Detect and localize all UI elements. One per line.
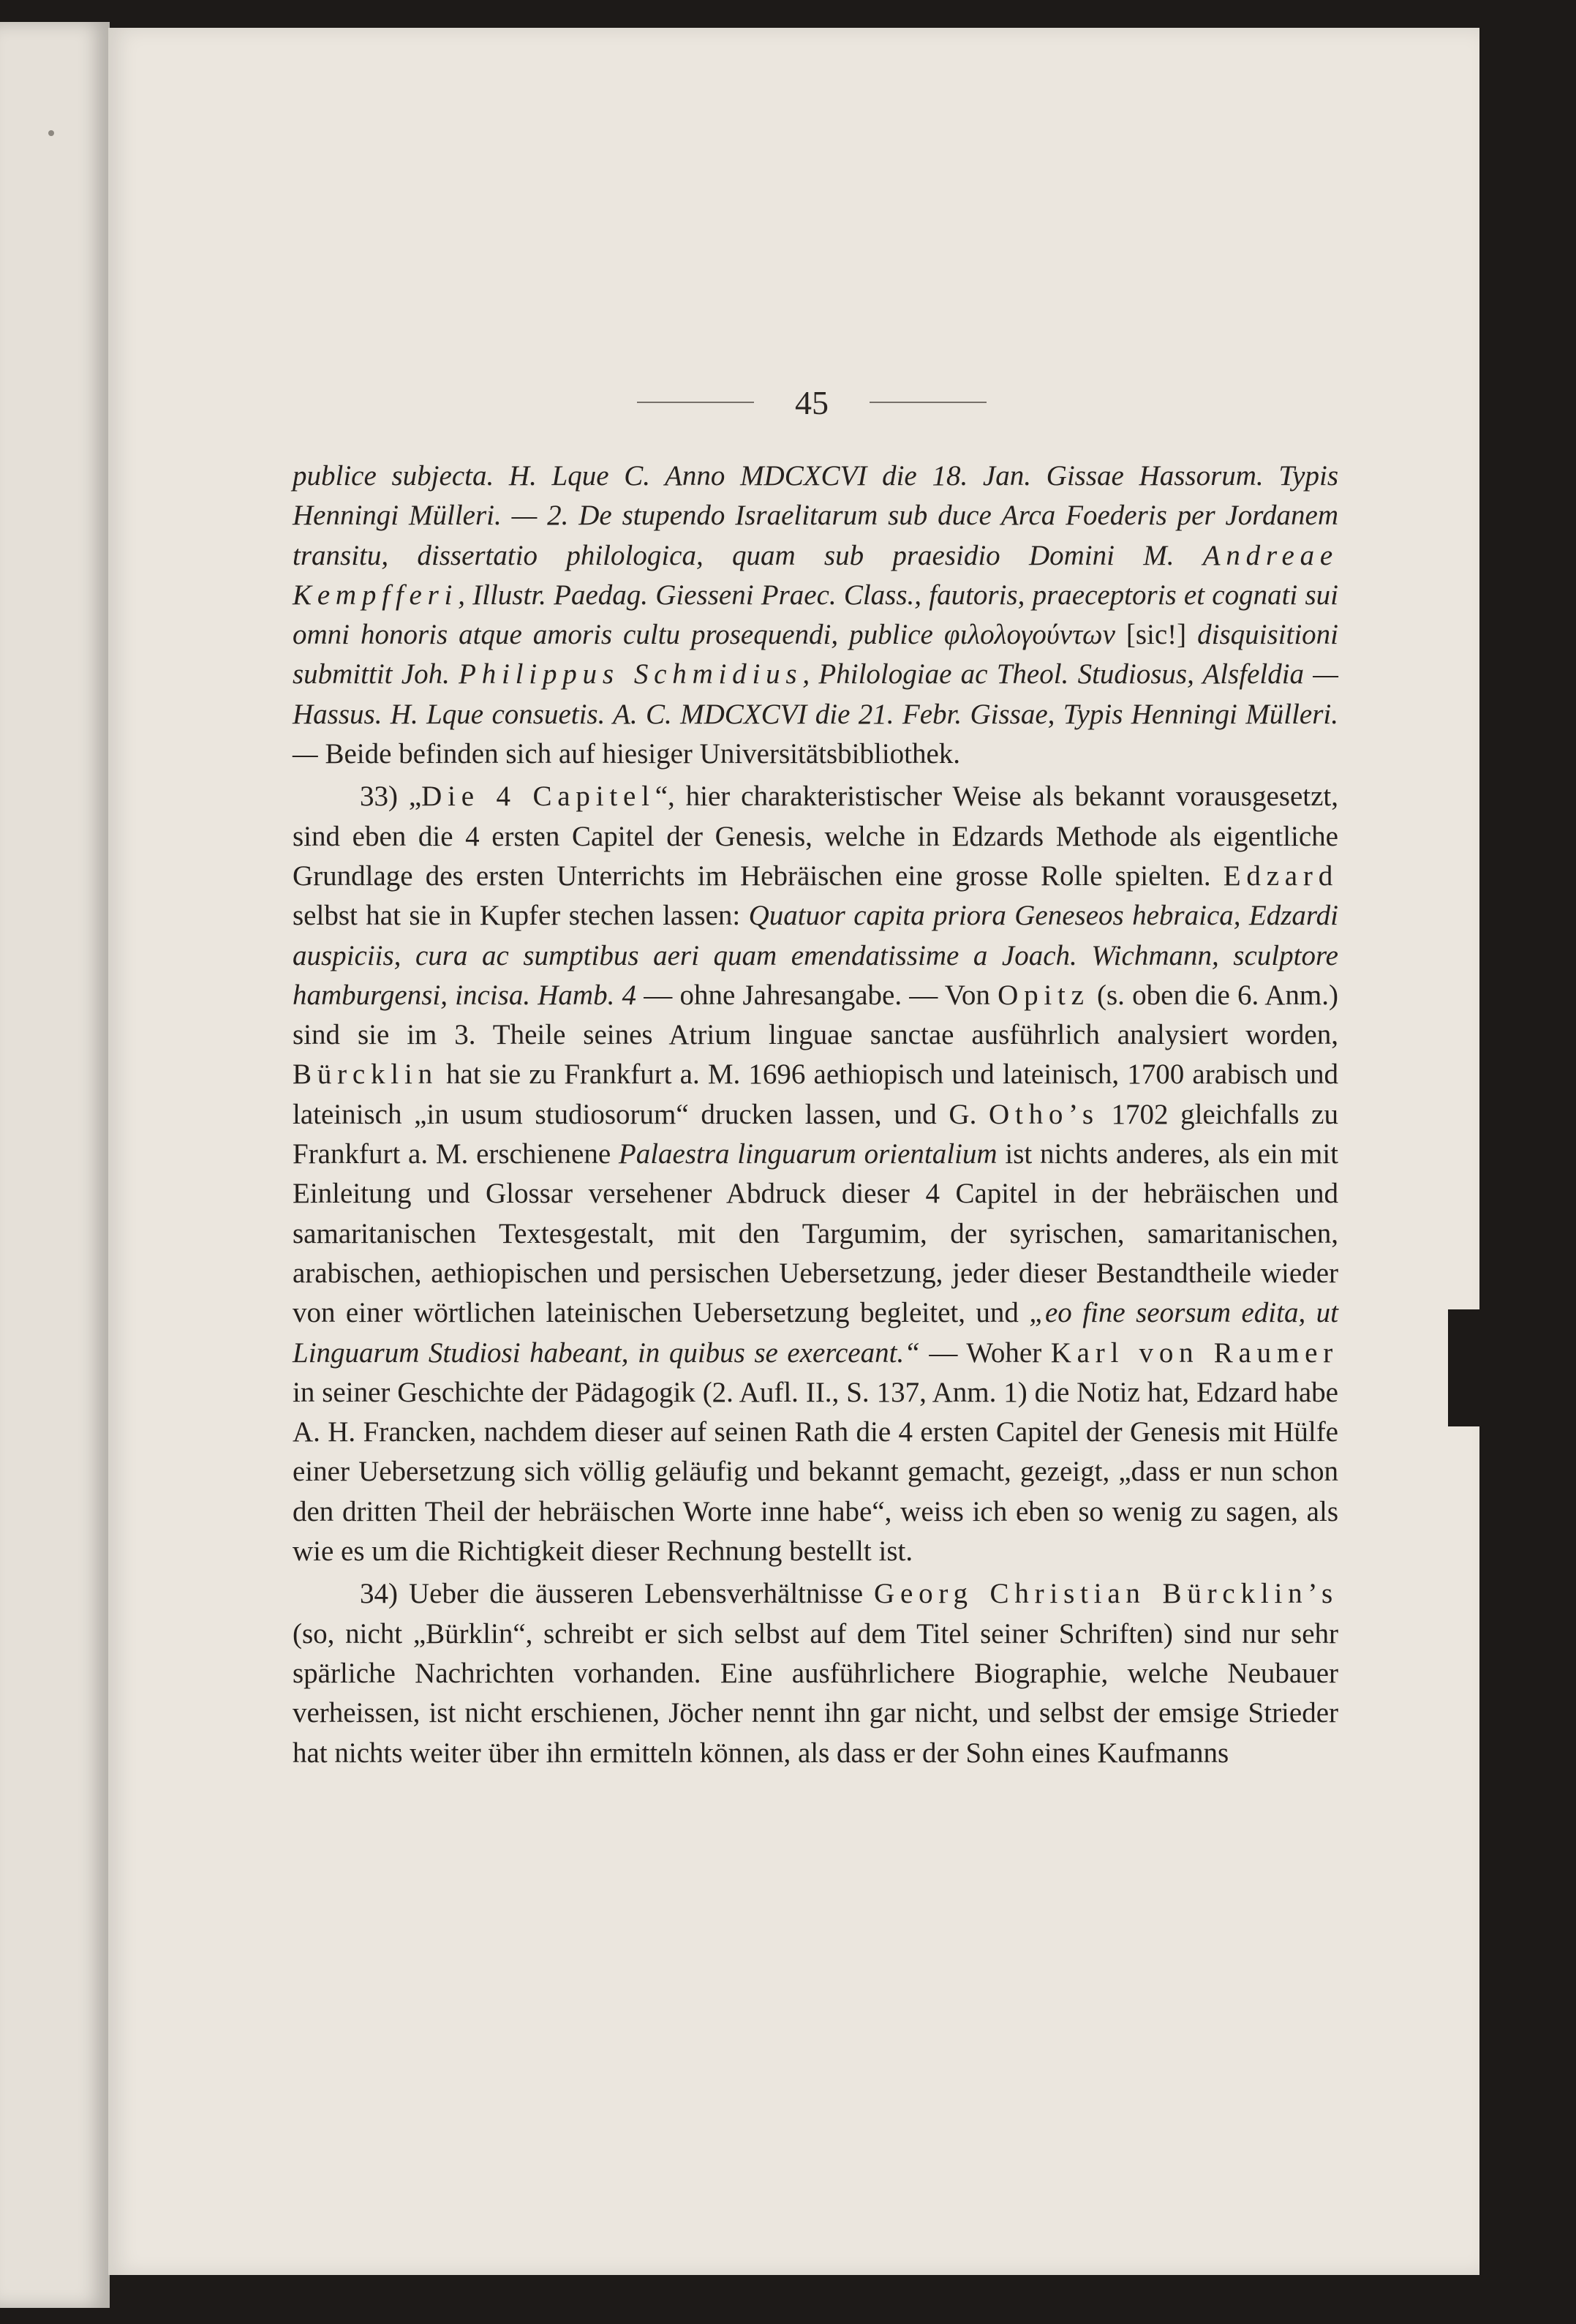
text-segment: Palaestra linguarum orientalium [618, 1138, 998, 1170]
text-segment: in seiner Geschichte der Pädagogik (2. Aufl. II., S. 137, Anm. 1) die Notiz hat, Edzard habe A. H. Francken, nachdem dieser auf seinen Rath die 4 ersten Capitel der Genesis mit Hülfe einer Uebersetzung sich völlig geläufig und bekannt gemacht, gezeigt, „dass er nun schon den dritten Theil der hebräischen Worte inne habe“, weiss ich eben so wenig zu sagen, als wie es um die Richtigkeit dieser Rechnung bestellt ist. [293, 1376, 1338, 1568]
text-segment: Bürcklin [293, 1058, 438, 1091]
page-header [629, 380, 995, 424]
text-segment: Otho’s [988, 1098, 1099, 1130]
text-segment: [sic!] [1115, 619, 1198, 651]
header-rule-left [637, 402, 754, 403]
text-segment: (so, nicht „Bürklin“, schreibt er sich selbst auf dem Titel seiner Schriften) sind nur sehr spärliche Nachrichten vorhanden. Eine ausführlichere Biographie, welche Neubauer verheissen, ist nicht erschienen, Jöcher nennt ihn gar nicht, und selbst der emsige Strieder hat nichts weiter über ihn ermitteln können, als dass er der Sohn eines Kaufmanns [293, 1617, 1338, 1769]
paper-speck [48, 130, 54, 136]
text-segment: selbst hat sie in Kupfer stechen lassen: [293, 900, 749, 932]
page-number: 45 [795, 383, 829, 421]
text-segment: “, hier charakteristischer Weise als bekannt vorausgesetzt, sind eben die 4 ersten Capitel der Genesis, welche in Edzards Methode als eigentliche Grundlage des ersten Unterrichts im Hebräischen eine grosse Rolle spielten. [293, 781, 1338, 892]
paragraph-note-32-continued [293, 456, 1338, 774]
text-segment: Georg Christian Bürcklin’s [874, 1578, 1339, 1610]
text-segment: , Illustr. Paedag. Giesseni Praec. Class., fautoris, praeceptoris et cognati sui omni honoris atque amoris cultu prosequendi, publice [293, 579, 1338, 651]
paragraph-note-33 [293, 777, 1338, 1571]
text-segment: Quatuor capita priora Geneseos hebraica, Edzardi auspiciis, cura ac sumptibus aeri quam emendatissime a Joach. Wichmann, sculptore hamburgensi, incisa. Hamb. 4 [293, 900, 1338, 1011]
text-segment: ist nichts anderes, als ein mit Einleitung und Glossar versehener Abdruck dieser 4 Capitel in der hebräischen und samaritanischen Textesgestalt, mit den Targumim, der syrischen, samaritanischen, arabischen, aethiopischen und persischen Uebersetzung, jeder dieser Bestandtheile wieder von einer wörtlichen lateinischen Uebersetzung begleitet, und [293, 1138, 1338, 1329]
text-segment: Karl von Raumer [1050, 1336, 1338, 1369]
text-segment: „eo fine seorsum edita, ut Linguarum Studiosi habeant, in quibus se exerceant.“ [293, 1297, 1338, 1369]
text-segment: Opitz [998, 979, 1090, 1011]
text-segment: publice subjecta. H. Lque C. Anno MDCXCVI die 18. Jan. Gissae Hassorum. Typis Henningi Mülleri. — 2. De stupendo Israelitarum sub duce Arca Foederis per Jordanem transitu, dissertatio philologica, quam sub praesidio Domini M. [293, 460, 1338, 571]
text-segment: , Philologiae ac Theol. Studiosus, Alsfeldia — Hassus. H. Lque consuetis. A. C. MDCXCVI die 21. Febr. Gissae, Typis Henningi Mülleri. — [293, 658, 1338, 770]
text-segment: Edzard [1223, 860, 1338, 892]
text-segment: 34) Ueber die äusseren Lebensverhältnisse [360, 1578, 874, 1610]
text-segment: disquisitioni submittit Joh. [293, 619, 1338, 691]
text-segment: Beide befinden sich auf hiesiger Universitätsbibliothek. [325, 738, 961, 770]
header-rule-right [870, 402, 987, 403]
text-segment: 1702 gleichfalls zu Frankfurt a. M. erschienene [293, 1098, 1338, 1170]
text-segment: 33) „ [360, 781, 422, 813]
paragraph-note-34 [293, 1574, 1338, 1772]
text-segment: — Woher [919, 1336, 1051, 1369]
text-segment: hat sie zu Frankfurt a. M. 1696 aethiopisch und lateinisch, 1700 arabisch und lateinisch „in usum studiosorum“ drucken lassen, und G. [293, 1058, 1338, 1130]
text-segment: (s. oben die 6. Anm.) sind sie im 3. Theile seines Atrium linguae sanctae ausführlich analysiert worden, [293, 979, 1338, 1051]
text-segment: φιλολογούντων [943, 619, 1115, 651]
facing-page-edge [0, 22, 110, 2308]
text-segment: Andreae Kempfferi [293, 539, 1338, 611]
torn-page-edge [1448, 1309, 1492, 1426]
text-segment: Die 4 Capitel [421, 781, 655, 813]
text-segment: — ohne Jahresangabe. — Von [636, 979, 998, 1011]
body-text [293, 456, 1338, 1773]
text-segment: Philippus Schmidius [459, 658, 803, 691]
